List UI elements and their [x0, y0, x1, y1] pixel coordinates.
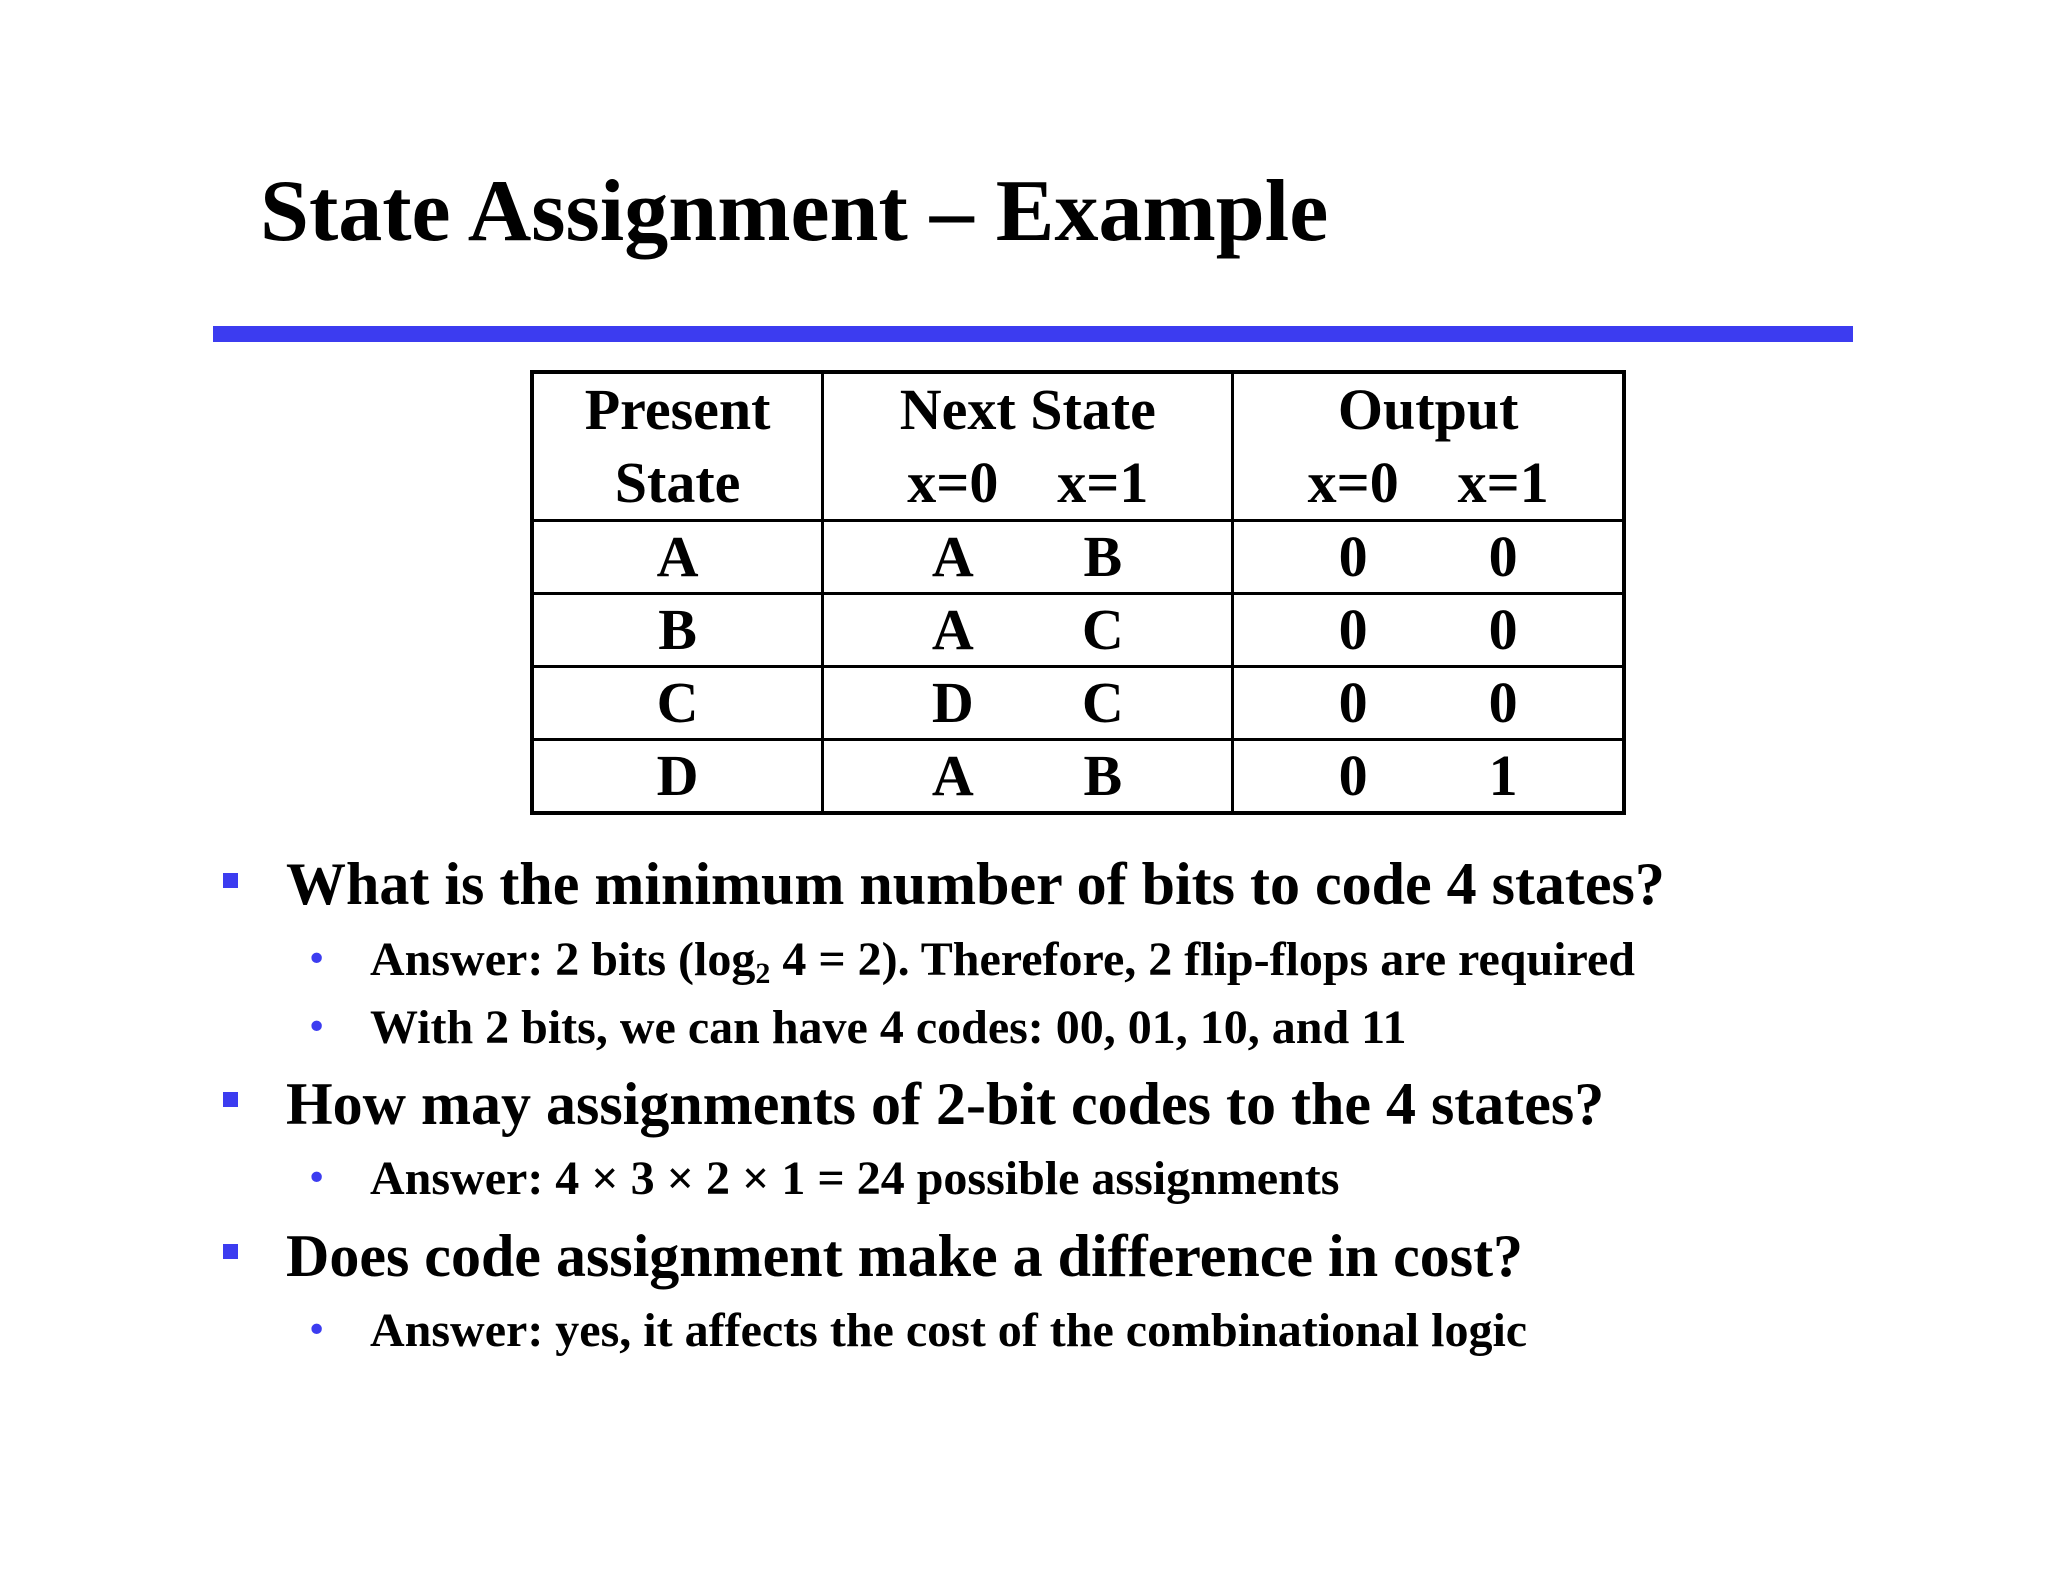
header-next-title: Next State	[899, 377, 1156, 442]
header-output-title: Output	[1337, 377, 1519, 442]
output-pair	[1234, 522, 1622, 592]
log-base-subscript: 2	[755, 957, 771, 990]
round-bullet-icon: •	[306, 1007, 328, 1048]
cell-next-x0: A	[931, 597, 974, 662]
table-row	[532, 521, 1624, 594]
cell-next-state	[823, 667, 1233, 740]
table-row	[532, 740, 1624, 814]
cell-next-state	[823, 521, 1233, 594]
cell-next-x1: C	[1081, 670, 1124, 735]
output-pair	[1234, 668, 1622, 738]
round-bullet-icon: •	[306, 1158, 328, 1199]
header-output-x0: x=0	[1307, 449, 1399, 515]
question-assignments: How may assignments of 2-bit codes to the 4 states?	[286, 1071, 1605, 1137]
table-header-row	[532, 372, 1624, 521]
round-bullet-icon: •	[306, 939, 328, 980]
cell-next-x1: C	[1081, 597, 1124, 662]
round-bullet-icon: •	[306, 1310, 328, 1351]
cell-present-state: A	[532, 521, 823, 594]
cell-output	[1233, 521, 1624, 594]
answer-min-bits	[370, 933, 1635, 990]
cell-next-x0: D	[931, 670, 974, 735]
cell-present-state: B	[532, 594, 823, 667]
answer-assignments: Answer: 4 × 3 × 2 × 1 = 24 possible assignments	[370, 1152, 1340, 1205]
cell-out-x1: 0	[1488, 597, 1518, 662]
next-state-pair	[824, 668, 1231, 738]
cell-next-x0: A	[931, 524, 974, 589]
cell-out-x0: 0	[1338, 743, 1368, 808]
square-bullet-icon	[223, 1244, 238, 1259]
cell-output	[1233, 667, 1624, 740]
next-state-pair	[824, 595, 1231, 665]
header-next-state	[823, 372, 1233, 521]
answer-codes: With 2 bits, we can have 4 codes: 00, 01, 10, and 11	[370, 1001, 1407, 1054]
cell-present-state: C	[532, 667, 823, 740]
question-cost: Does code assignment make a difference in cost?	[286, 1223, 1524, 1289]
state-table	[530, 370, 1626, 815]
cell-out-x1: 0	[1488, 670, 1518, 735]
cell-next-state	[823, 594, 1233, 667]
cell-out-x1: 0	[1488, 524, 1518, 589]
header-output	[1233, 372, 1624, 521]
header-next-x1: x=1	[1057, 449, 1149, 515]
square-bullet-icon	[223, 1092, 238, 1107]
answer-min-bits-post: 4 = 2). Therefore, 2 flip-flops are required	[770, 933, 1635, 986]
question-min-bits: What is the minimum number of bits to code 4 states?	[286, 851, 1665, 917]
table-row	[532, 594, 1624, 667]
cell-next-x1: B	[1083, 524, 1123, 589]
cell-out-x0: 0	[1338, 597, 1368, 662]
header-present-line2: State	[614, 449, 741, 515]
cell-output	[1233, 740, 1624, 814]
cell-next-state	[823, 740, 1233, 814]
cell-out-x1: 1	[1488, 743, 1518, 808]
cell-out-x0: 0	[1338, 670, 1368, 735]
header-output-x1: x=1	[1457, 449, 1549, 515]
header-next-inputs	[824, 447, 1231, 520]
header-present-line1: Present	[584, 377, 771, 442]
slide-title: State Assignment – Example	[260, 163, 1329, 260]
square-bullet-icon	[223, 873, 238, 888]
output-pair	[1234, 741, 1622, 811]
next-state-pair	[824, 741, 1231, 811]
answer-min-bits-pre: Answer: 2 bits (log	[370, 933, 756, 986]
header-next-x0: x=0	[907, 449, 999, 515]
header-present-state	[532, 372, 823, 521]
title-divider-bar	[213, 326, 1853, 342]
header-output-inputs	[1234, 447, 1622, 520]
cell-next-x0: A	[931, 743, 974, 808]
answer-cost: Answer: yes, it affects the cost of the combinational logic	[370, 1304, 1528, 1357]
cell-output	[1233, 594, 1624, 667]
table-row	[532, 667, 1624, 740]
cell-present-state: D	[532, 740, 823, 814]
next-state-pair	[824, 522, 1231, 592]
cell-next-x1: B	[1083, 743, 1123, 808]
title-divider	[213, 326, 1853, 342]
output-pair	[1234, 595, 1622, 665]
cell-out-x0: 0	[1338, 524, 1368, 589]
